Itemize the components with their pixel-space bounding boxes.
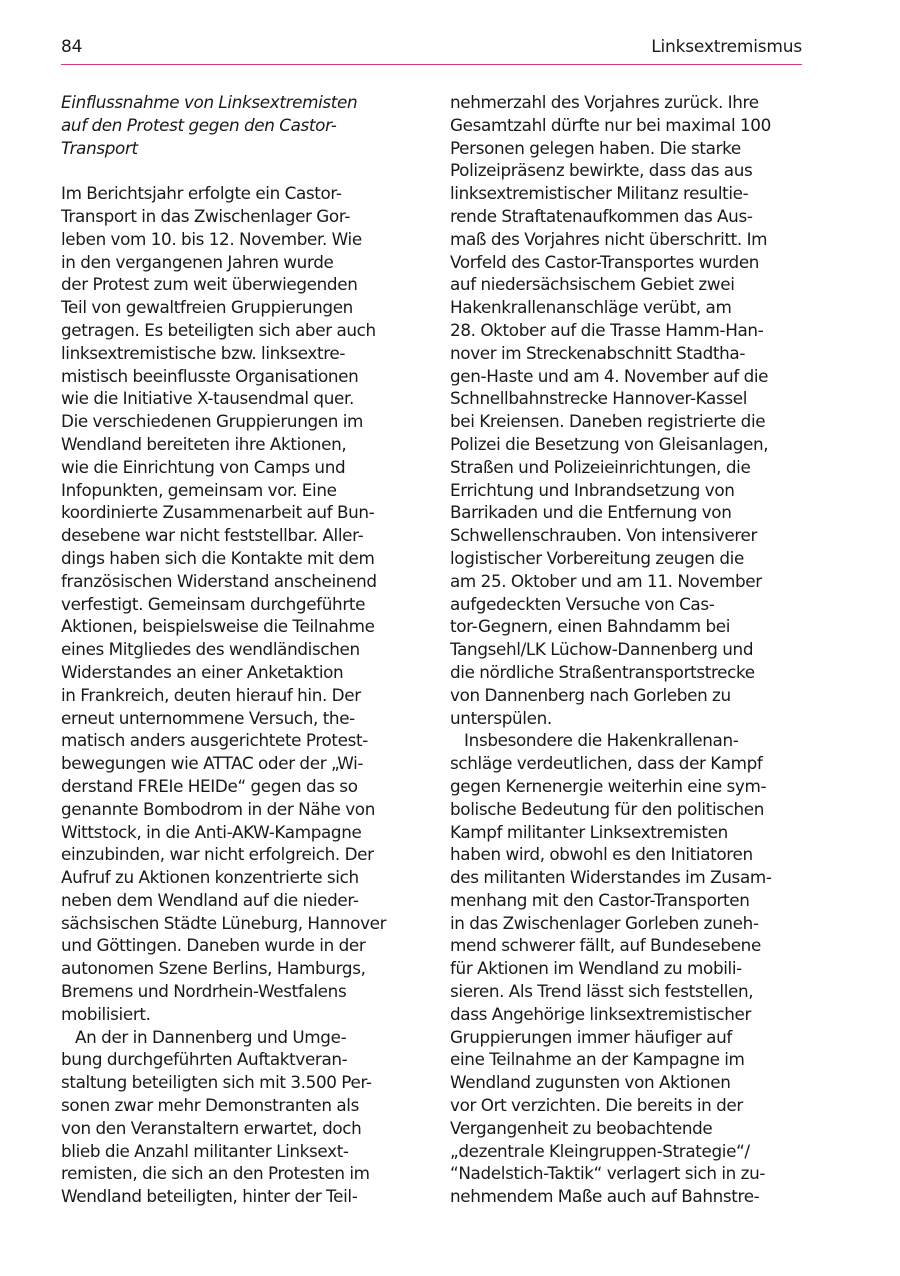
body-text-line: bei Kreiensen. Daneben registrierte die	[450, 411, 766, 432]
body-text-line: maß des Vorjahres nicht überschritt. Im	[450, 228, 768, 249]
body-text-line: für Aktionen im Wendland zu mobili-	[450, 958, 742, 979]
body-text-line: der Protest zum weit überwiegenden	[61, 274, 358, 295]
body-text-line: linksextremistischer Militanz resultie-	[450, 183, 749, 204]
body-text-line: “Nadelstich-Taktik“ verlagert sich in zu-	[450, 1163, 766, 1184]
body-text-line: Transport in das Zwischenlager Gor-	[61, 205, 351, 226]
body-text-line: Wendland bereiteten ihre Aktionen,	[61, 433, 347, 454]
body-text-line: und Göttingen. Daneben wurde in der	[61, 935, 366, 956]
body-text-line: mend schwerer fällt, auf Bundesebene	[450, 935, 761, 956]
body-text-line: Kampf militanter Linksextremisten	[450, 821, 728, 842]
body-text-line: wie die Einrichtung von Camps und	[61, 456, 346, 477]
body-text-line: nehmerzahl des Vorjahres zurück. Ihre	[450, 92, 759, 112]
body-text-line: An der in Dannenberg und Umge-	[61, 1026, 347, 1047]
body-text-line: tor-Gegnern, einen Bahndamm bei	[450, 616, 731, 637]
right-body-text	[450, 91, 810, 1208]
body-text-line: „dezentrale Kleingruppen-Strategie“/	[450, 1140, 750, 1161]
body-text-line: unterspülen.	[450, 707, 552, 728]
body-text-line: mobilisiert.	[61, 1003, 151, 1024]
page-header	[61, 36, 802, 65]
body-text-line: Barrikaden und die Entfernung von	[450, 502, 732, 523]
body-text-line: logistischer Vorbereitung zeugen die	[450, 547, 744, 568]
body-text-line: Personen gelegen haben. Die starke	[450, 137, 741, 158]
body-text-line: Schnellbahnstrecke Hannover-Kassel	[450, 388, 748, 409]
body-text-line: 28. Oktober auf die Trasse Hamm-Han-	[450, 319, 764, 340]
heading-line: auf den Protest gegen den Castor-	[61, 114, 337, 135]
body-text-line: französischen Widerstand anscheinend	[61, 570, 377, 591]
body-text-line: desebene war nicht feststellbar. Aller-	[61, 525, 364, 546]
body-text-line: von den Veranstaltern erwartet, doch	[61, 1117, 362, 1138]
body-text-line: in Frankreich, deuten hierauf hin. Der	[61, 684, 361, 705]
left-column	[61, 91, 413, 1208]
body-text-line: Aktionen, beispielsweise die Teilnahme	[61, 616, 375, 637]
body-text-line: dings haben sich die Kontakte mit dem	[61, 547, 375, 568]
right-column	[450, 91, 810, 1208]
body-text-line: menhang mit den Castor-Transporten	[450, 889, 750, 910]
body-text-line: schläge verdeutlichen, dass der Kampf	[450, 753, 763, 774]
body-text-line: linksextremistische bzw. linksextre-	[61, 342, 346, 363]
body-text-line: leben vom 10. bis 12. November. Wie	[61, 228, 362, 249]
body-text-line: am 25. Oktober und am 11. November	[450, 570, 762, 591]
body-text-line: verfestigt. Gemeinsam durchgeführte	[61, 593, 366, 614]
body-text-line: Widerstandes an einer Anketaktion	[61, 661, 344, 682]
body-text-line: vor Ort verzichten. Die bereits in der	[450, 1095, 743, 1116]
body-text-line: eine Teilnahme an der Kampagne im	[450, 1049, 745, 1070]
body-text-line: neben dem Wendland auf die nieder-	[61, 889, 359, 910]
body-text-line: haben wird, obwohl es den Initiatoren	[450, 844, 753, 865]
body-text-line: Schwellenschrauben. Von intensiverer	[450, 525, 758, 546]
body-text-line: Bremens und Nordrhein-Westfalens	[61, 981, 347, 1002]
body-text-line: Wendland zugunsten von Aktionen	[450, 1072, 731, 1093]
body-text-line: Wendland beteiligten, hinter der Teil-	[61, 1186, 358, 1207]
body-text-line: Straßen und Polizeieinrichtungen, die	[450, 456, 751, 477]
body-text-line: des militanten Widerstandes im Zusam-	[450, 867, 772, 888]
heading-line: Transport	[61, 137, 138, 158]
body-text-line: koordinierte Zusammenarbeit auf Bun-	[61, 502, 375, 523]
heading-spacer	[61, 159, 413, 182]
body-text-line: getragen. Es beteiligten sich aber auch	[61, 319, 376, 340]
body-text-line: bung durchgeführten Auftaktveran-	[61, 1049, 348, 1070]
body-text-line: einzubinden, war nicht erfolgreich. Der	[61, 844, 374, 865]
left-body-text	[61, 182, 413, 1208]
body-text-line: matisch anders ausgerichtete Protest-	[61, 730, 368, 751]
body-text-line: Polizeipräsenz bewirkte, dass das aus	[450, 160, 753, 181]
body-text-line: sonen zwar mehr Demonstranten als	[61, 1095, 359, 1116]
body-text-line: gen-Haste und am 4. November auf die	[450, 365, 769, 386]
body-text-line: nehmendem Maße auch auf Bahnstre-	[450, 1186, 760, 1207]
body-text-line: bewegungen wie ATTAC oder der „Wi-	[61, 753, 364, 774]
body-text-line: von Dannenberg nach Gorleben zu	[450, 684, 731, 705]
body-text-line: Teil von gewaltfreien Gruppierungen	[61, 297, 353, 318]
body-text-line: gegen Kernenergie weiterhin eine sym-	[450, 775, 767, 796]
body-text-line: rende Straftatenaufkommen das Aus-	[450, 205, 753, 226]
body-text-line: erneut unternommene Versuch, the-	[61, 707, 355, 728]
section-heading	[61, 91, 413, 159]
body-text-line: sächsischen Städte Lüneburg, Hannover	[61, 912, 387, 933]
body-text-line: Gesamtzahl dürfte nur bei maximal 100	[450, 114, 771, 135]
body-text-line: nover im Streckenabschnitt Stadtha-	[450, 342, 746, 363]
body-text-line: eines Mitgliedes des wendländischen	[61, 639, 360, 660]
body-text-line: auf niedersächsischem Gebiet zwei	[450, 274, 735, 295]
body-text-line: Gruppierungen immer häufiger auf	[450, 1026, 732, 1047]
body-text-line: Errichtung und Inbrandsetzung von	[450, 479, 735, 500]
body-text-line: sieren. Als Trend lässt sich feststellen,	[450, 981, 754, 1002]
body-text-line: aufgedeckten Versuche von Cas-	[450, 593, 715, 614]
body-text-line: mistisch beeinflusste Organisationen	[61, 365, 359, 386]
body-text-line: bolische Bedeutung für den politischen	[450, 798, 765, 819]
page-number: 84	[61, 37, 83, 57]
running-head: Linksextremismus	[651, 37, 802, 57]
body-text-line: in das Zwischenlager Gorleben zuneh-	[450, 912, 759, 933]
body-text-line: staltung beteiligten sich mit 3.500 Per-	[61, 1072, 372, 1093]
heading-line: Einflussnahme von Linksextremisten	[61, 92, 358, 112]
body-text-line: Infopunkten, gemeinsam vor. Eine	[61, 479, 337, 500]
body-text-line: Vorfeld des Castor-Transportes wurden	[450, 251, 760, 272]
body-text-line: Hakenkrallenanschläge verübt, am	[450, 297, 732, 318]
body-text-line: Wittstock, in die Anti-AKW-Kampagne	[61, 821, 362, 842]
body-text-line: blieb die Anzahl militanter Linksext-	[61, 1140, 349, 1161]
body-text-line: Aufruf zu Aktionen konzentrierte sich	[61, 867, 359, 888]
body-text-line: autonomen Szene Berlins, Hamburgs,	[61, 958, 366, 979]
body-text-line: die nördliche Straßentransportstrecke	[450, 661, 755, 682]
body-text-line: Vergangenheit zu beobachtende	[450, 1117, 713, 1138]
body-text-line: Tangsehl/LK Lüchow-Dannenberg und	[450, 639, 754, 660]
body-text-line: remisten, die sich an den Protesten im	[61, 1163, 370, 1184]
body-text-line: genannte Bombodrom in der Nähe von	[61, 798, 375, 819]
body-text-line: Im Berichtsjahr erfolgte ein Castor-	[61, 183, 342, 204]
body-text-line: Die verschiedenen Gruppierungen im	[61, 411, 364, 432]
body-text-line: Insbesondere die Hakenkrallenan-	[450, 730, 739, 751]
body-text-line: in den vergangenen Jahren wurde	[61, 251, 334, 272]
body-text-line: dass Angehörige linksextremistischer	[450, 1003, 752, 1024]
body-text-line: wie die Initiative X-tausendmal quer.	[61, 388, 354, 409]
body-text-line: Polizei die Besetzung von Gleisanlagen,	[450, 433, 769, 454]
body-text-line: derstand FREIe HEIDe“ gegen das so	[61, 775, 358, 796]
